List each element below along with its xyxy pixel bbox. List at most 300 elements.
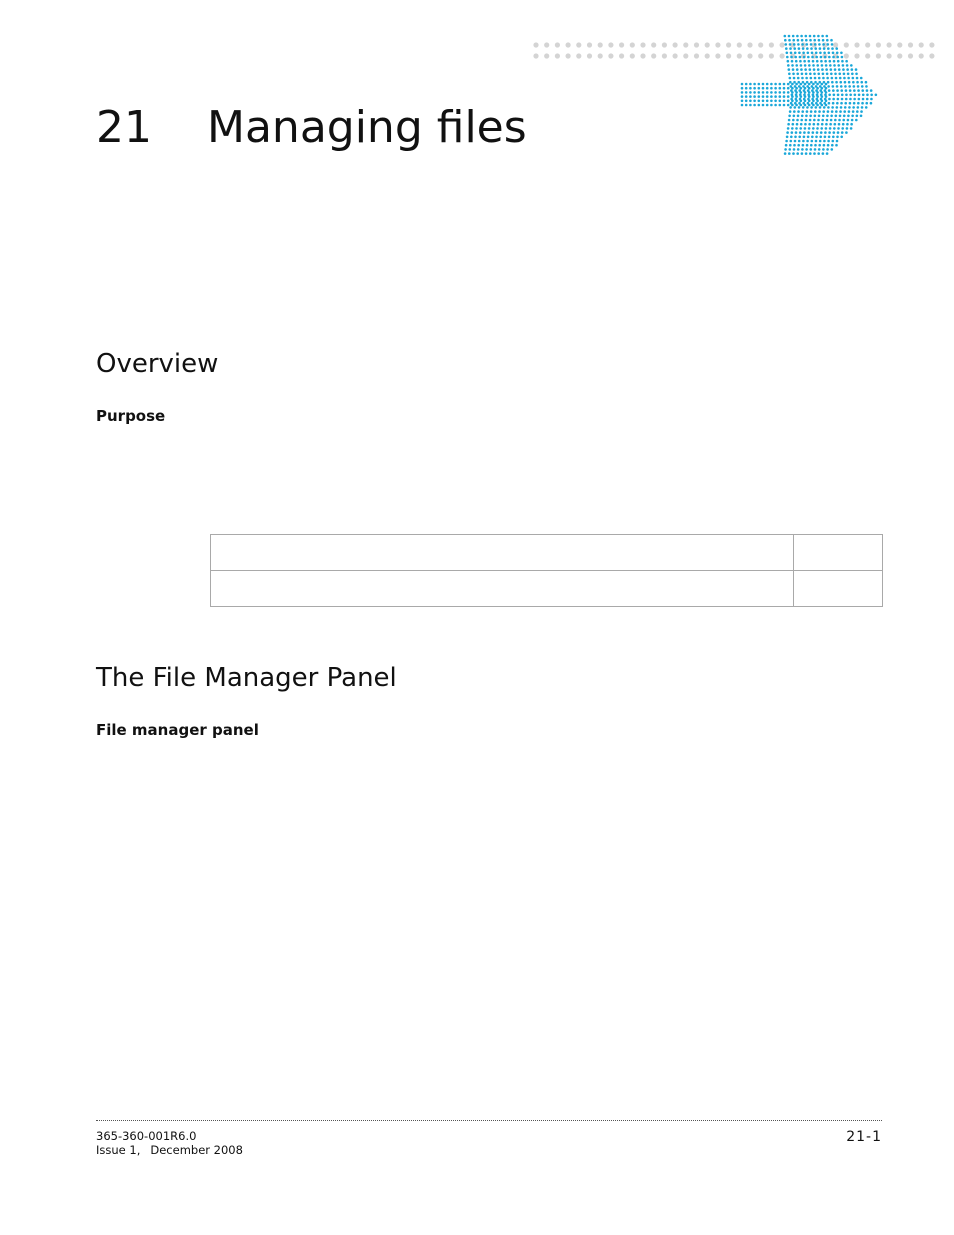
cyan-dot [806, 110, 809, 113]
cyan-dot [802, 144, 805, 147]
cyan-dot [847, 119, 850, 122]
cyan-dot [834, 123, 837, 126]
cyan-dot [801, 39, 804, 42]
cyan-dot [797, 39, 800, 42]
cyan-dot [828, 94, 831, 97]
cyan-dot [811, 98, 814, 101]
cyan-dot [790, 102, 793, 105]
cyan-dot [741, 87, 744, 90]
cyan-dot [835, 110, 838, 113]
cyan-dot [839, 110, 842, 113]
cyan-dot [788, 73, 791, 76]
cyan-dot [804, 83, 807, 86]
cyan-dot [810, 43, 813, 46]
cyan-dot [842, 123, 845, 126]
cyan-dot [826, 39, 829, 42]
cyan-dot [812, 127, 815, 130]
cyan-dot [803, 60, 806, 63]
cyan-dot [785, 140, 788, 143]
cyan-dot [779, 95, 782, 98]
cyan-dot [824, 136, 827, 139]
cyan-dot [766, 83, 769, 86]
cyan-dot [802, 81, 805, 84]
cyan-dot [816, 94, 819, 97]
cyan-dot [814, 47, 817, 50]
cyan-dot [787, 91, 790, 94]
cyan-dot [832, 89, 835, 92]
cyan-dot [835, 81, 838, 84]
cyan-dot [802, 47, 805, 50]
cyan-dot [822, 77, 825, 80]
gray-dot [544, 42, 549, 47]
cyan-dot [866, 98, 869, 101]
cyan-dot [762, 100, 765, 103]
cyan-dot [798, 102, 801, 105]
cyan-dot [812, 94, 815, 97]
cyan-dot [813, 152, 816, 155]
cyan-dot [831, 110, 834, 113]
cyan-dot [797, 144, 800, 147]
cyan-dot [853, 102, 856, 105]
cyan-dot [783, 83, 786, 86]
cyan-dot [753, 95, 756, 98]
cyan-dot [820, 56, 823, 59]
cyan-dot [766, 95, 769, 98]
cyan-dot [853, 89, 856, 92]
cyan-dot [745, 91, 748, 94]
cyan-dot [801, 148, 804, 151]
gray-dot-rows [533, 42, 934, 58]
cyan-dot [741, 91, 744, 94]
cyan-dot [745, 87, 748, 90]
cyan-dot [806, 43, 809, 46]
cyan-dot [841, 98, 844, 101]
cyan-dot [753, 87, 756, 90]
cyan-dot [798, 85, 801, 88]
cyan-dot [839, 115, 842, 118]
gray-dot [908, 53, 913, 58]
cyan-dot [824, 89, 827, 92]
cyan-dot [833, 60, 836, 63]
cyan-dot [770, 83, 773, 86]
gray-dot [780, 42, 785, 47]
cyan-dot [808, 64, 811, 67]
table-row [211, 571, 883, 607]
cyan-dot [836, 85, 839, 88]
section-heading-file-manager-panel: The File Manager Panel [96, 663, 397, 693]
cyan-dot [812, 64, 815, 67]
cyan-dot [818, 39, 821, 42]
cyan-dot [846, 64, 849, 67]
cyan-dot [797, 148, 800, 151]
cyan-dot [805, 39, 808, 42]
cyan-dot [858, 98, 861, 101]
cyan-dot [789, 47, 792, 50]
cyan-dot [837, 94, 840, 97]
cyan-dot [840, 102, 843, 105]
cyan-dot [785, 43, 788, 46]
cyan-dot [809, 148, 812, 151]
cyan-dot [821, 119, 824, 122]
cyan-dot [788, 68, 791, 71]
cyan-dot [838, 119, 841, 122]
cyan-dot [857, 102, 860, 105]
cyan-dot [784, 152, 787, 155]
cyan-dot [822, 110, 825, 113]
cyan-dot [787, 123, 790, 126]
cyan-dot [779, 104, 782, 107]
cyan-dot [793, 144, 796, 147]
cyan-dot [819, 102, 822, 105]
cyan-dot [791, 60, 794, 63]
cyan-dot [807, 136, 810, 139]
cyan-dot [823, 102, 826, 105]
cyan-dot [770, 95, 773, 98]
subheading-purpose: Purpose [96, 407, 166, 425]
cyan-dot [819, 136, 822, 139]
cyan-dot [827, 81, 830, 84]
cyan-dot [803, 89, 806, 92]
cyan-dot [794, 102, 797, 105]
cyan-dot [800, 35, 803, 38]
cyan-dot [860, 110, 863, 113]
cyan-dot [809, 119, 812, 122]
cyan-dot [832, 102, 835, 105]
cyan-dot [799, 131, 802, 134]
gray-dot [640, 42, 645, 47]
gray-dot [919, 53, 924, 58]
cyan-dot [796, 119, 799, 122]
cyan-dot [832, 140, 835, 143]
cyan-dot [784, 148, 787, 151]
cyan-dot [840, 136, 843, 139]
cyan-dot [845, 60, 848, 63]
cyan-dot [745, 95, 748, 98]
cyan-dot [848, 85, 851, 88]
cyan-dot [749, 104, 752, 107]
cyan-dot [832, 52, 835, 55]
cyan-dot [828, 136, 831, 139]
cyan-dot [806, 140, 809, 143]
cyan-dot [801, 77, 804, 80]
cyan-dot [841, 131, 844, 134]
cyan-dot [856, 77, 859, 80]
cyan-dot [774, 87, 777, 90]
gray-dot [715, 42, 720, 47]
cyan-dot [809, 35, 812, 38]
cyan-dot [865, 106, 868, 109]
cyan-dot [833, 127, 836, 130]
cyan-dot [749, 95, 752, 98]
cyan-dot [800, 68, 803, 71]
cyan-arrow-dots [741, 35, 877, 155]
cyan-dot [794, 140, 797, 143]
cyan-dot [807, 56, 810, 59]
cyan-dot [853, 98, 856, 101]
cyan-dot [800, 123, 803, 126]
cyan-dot [762, 87, 765, 90]
cyan-dot [786, 136, 789, 139]
cyan-dot [787, 100, 790, 103]
cyan-dot [814, 43, 817, 46]
cyan-dot [861, 102, 864, 105]
gray-dot [651, 53, 656, 58]
cyan-dot [855, 68, 858, 71]
cyan-dot [844, 81, 847, 84]
cyan-dot [796, 73, 799, 76]
gray-dot [683, 42, 688, 47]
cyan-dot [779, 91, 782, 94]
gray-dot [769, 42, 774, 47]
cyan-dot [790, 89, 793, 92]
page-number: 21-1 [846, 1129, 882, 1145]
cyan-dot [790, 52, 793, 55]
cyan-dot [830, 119, 833, 122]
gray-dot [726, 53, 731, 58]
cyan-dot [815, 89, 818, 92]
gray-dot [576, 53, 581, 58]
cyan-dot [785, 47, 788, 50]
gray-dot [587, 53, 592, 58]
cyan-dot [838, 68, 841, 71]
cyan-dot [814, 110, 817, 113]
cyan-dot [770, 87, 773, 90]
cyan-dot [801, 73, 804, 76]
cyan-dot [843, 115, 846, 118]
cyan-dot [853, 85, 856, 88]
cyan-dot [791, 83, 794, 86]
cyan-dot [810, 47, 813, 50]
cyan-dot [795, 64, 798, 67]
cyan-dot [822, 152, 825, 155]
cyan-dot [816, 98, 819, 101]
gray-dot [576, 42, 581, 47]
cyan-dot [779, 87, 782, 90]
subheading-file-manager-panel: File manager panel [96, 721, 259, 739]
cyan-dot [805, 119, 808, 122]
cyan-dot [784, 39, 787, 42]
cyan-dot [836, 136, 839, 139]
cyan-dot [844, 85, 847, 88]
cyan-dot [857, 85, 860, 88]
cyan-dot [800, 119, 803, 122]
cyan-dot [836, 140, 839, 143]
cyan-dot [807, 94, 810, 97]
cyan-dot [851, 115, 854, 118]
gray-dot [780, 53, 785, 58]
cyan-dot [790, 56, 793, 59]
cyan-dot [818, 148, 821, 151]
cyan-dot [817, 119, 820, 122]
cyan-dot [842, 119, 845, 122]
footer-doc-info [96, 1129, 243, 1157]
cyan-dot [822, 39, 825, 42]
cyan-dot [791, 94, 794, 97]
cyan-dot [822, 73, 825, 76]
gray-dot [833, 42, 838, 47]
cyan-dot [850, 127, 853, 130]
cyan-dot [846, 127, 849, 130]
gray-dot [865, 42, 870, 47]
cyan-dot [821, 123, 824, 126]
cyan-dot [810, 106, 813, 109]
cyan-dot [741, 104, 744, 107]
cyan-dot [793, 148, 796, 151]
cyan-dot [808, 123, 811, 126]
cyan-dot [758, 104, 761, 107]
cyan-dot [798, 89, 801, 92]
cyan-dot [856, 115, 859, 118]
cyan-dot [796, 35, 799, 38]
cyan-dot [788, 148, 791, 151]
cyan-dot [861, 85, 864, 88]
cyan-dot [787, 87, 790, 90]
cyan-dot [862, 98, 865, 101]
cyan-dot [819, 89, 822, 92]
cyan-dot [814, 81, 817, 84]
cyan-dot [861, 106, 864, 109]
cyan-dot [786, 56, 789, 59]
cyan-dot [826, 115, 829, 118]
cyan-dot [838, 123, 841, 126]
cyan-dot [799, 127, 802, 130]
cyan-dot [849, 89, 852, 92]
cyan-dot [830, 73, 833, 76]
cyan-dot [819, 47, 822, 50]
cyan-dot [783, 87, 786, 90]
cyan-dot [811, 136, 814, 139]
cyan-dot [758, 95, 761, 98]
cyan-dot [835, 144, 838, 147]
cyan-dot [820, 131, 823, 134]
cyan-dot [812, 83, 815, 86]
gray-dot [854, 42, 859, 47]
cyan-dot [831, 144, 834, 147]
cyan-dot [783, 91, 786, 94]
cyan-dot [836, 52, 839, 55]
cyan-dot [849, 102, 852, 105]
cyan-dot [753, 104, 756, 107]
cyan-dot [826, 119, 829, 122]
cyan-dot [842, 68, 845, 71]
cyan-dot [801, 43, 804, 46]
cyan-dot [825, 127, 828, 130]
cyan-dot [788, 115, 791, 118]
cyan-dot [835, 115, 838, 118]
cyan-dot [795, 60, 798, 63]
cyan-dot [811, 85, 814, 88]
cyan-dot [826, 77, 829, 80]
cyan-dot [811, 102, 814, 105]
cyan-dot [829, 123, 832, 126]
gray-dot [919, 42, 924, 47]
cyan-dot [823, 144, 826, 147]
gray-dot [769, 53, 774, 58]
cyan-dot [843, 73, 846, 76]
gray-dot [726, 42, 731, 47]
cyan-dot [811, 140, 814, 143]
cyan-dot [823, 140, 826, 143]
cyan-dot [800, 83, 803, 86]
cyan-dot [797, 77, 800, 80]
cyan-dot [792, 123, 795, 126]
cyan-dot [798, 136, 801, 139]
cyan-dot [865, 85, 868, 88]
cyan-dot [836, 106, 839, 109]
cyan-dot [826, 148, 829, 151]
cyan-dot [741, 83, 744, 86]
cyan-dot [815, 106, 818, 109]
cyan-dot [793, 81, 796, 84]
cyan-dot [807, 52, 810, 55]
cyan-dot [815, 52, 818, 55]
cyan-dot [841, 60, 844, 63]
cyan-dot [833, 131, 836, 134]
cyan-dot [834, 68, 837, 71]
cyan-dot [866, 89, 869, 92]
gray-dot [887, 42, 892, 47]
gray-dot [555, 53, 560, 58]
gray-dot [705, 53, 710, 58]
footer-doc-number: 365-360-001R6.0 [96, 1129, 197, 1143]
cyan-dot [829, 60, 832, 63]
cyan-dot [794, 136, 797, 139]
cyan-dot [852, 81, 855, 84]
gray-dot [865, 53, 870, 58]
gray-dot [630, 53, 635, 58]
cyan-dot [856, 81, 859, 84]
cyan-dot [794, 89, 797, 92]
cyan-dot [813, 123, 816, 126]
cyan-dot [821, 68, 824, 71]
gray-dot [897, 42, 902, 47]
gray-dot [544, 53, 549, 58]
cyan-dot [794, 106, 797, 109]
cyan-dot [827, 43, 830, 46]
cyan-dot [805, 73, 808, 76]
cyan-dot [820, 94, 823, 97]
cyan-dot [813, 73, 816, 76]
cyan-dot [749, 91, 752, 94]
cyan-dot [774, 104, 777, 107]
cyan-dot [810, 144, 813, 147]
cyan-dot [809, 73, 812, 76]
cyan-dot [810, 81, 813, 84]
cyan-dot [784, 35, 787, 38]
cyan-dot [793, 43, 796, 46]
gray-dot [673, 53, 678, 58]
cyan-dot [788, 39, 791, 42]
cyan-dot [802, 85, 805, 88]
gray-dot [897, 53, 902, 58]
cyan-dot [801, 110, 804, 113]
cyan-dot [838, 73, 841, 76]
cyan-dot [787, 60, 790, 63]
cyan-dot [865, 102, 868, 105]
cyan-dot [821, 83, 824, 86]
cyan-dot [803, 94, 806, 97]
cyan-dot [837, 131, 840, 134]
cyan-dot [789, 144, 792, 147]
gray-dot [533, 42, 538, 47]
gray-dot [758, 53, 763, 58]
cyan-dot [745, 83, 748, 86]
contents-table [210, 534, 883, 607]
cyan-dot [851, 119, 854, 122]
cyan-dot [787, 95, 790, 98]
cyan-dot [779, 100, 782, 103]
cyan-dot [828, 56, 831, 59]
